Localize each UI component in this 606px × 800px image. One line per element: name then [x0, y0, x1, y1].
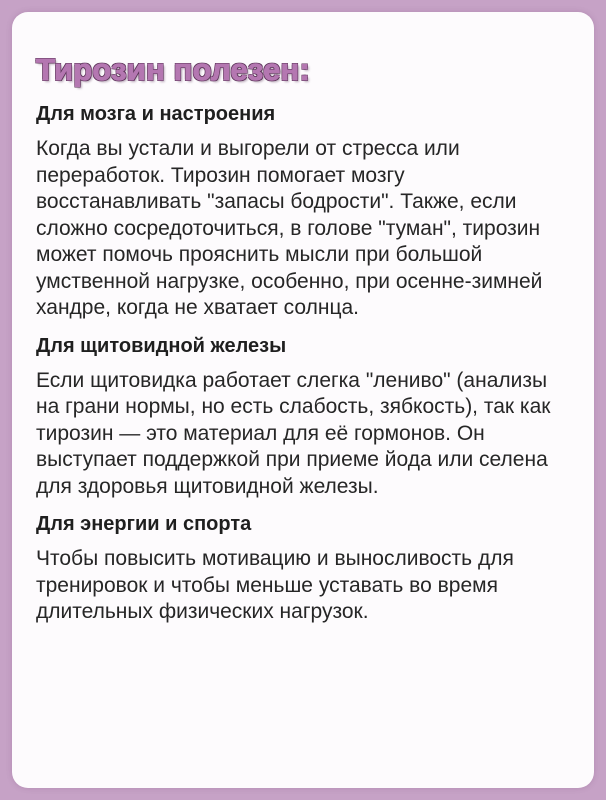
section-brain-mood	[36, 100, 570, 322]
section-heading: Для мозга и настроения	[36, 103, 276, 125]
section-text: Если щитовидка работает слегка "лениво" (анализы на грани нормы, но есть слабость, зябкость), так как тирозин — это материал для её гормонов. Он выступает поддержкой при приеме йода или селена для здоровья щитовидной железы.	[36, 368, 551, 498]
section-text: Когда вы устали и выгорели от стресса или переработок. Тирозин помогает мозгу восстанавливать "запасы бодрости". Также, если сложно сосредоточиться, в голове "туман", тирозин может помочь прояснить мысли при большой умственной нагрузке, особенно, при осенне-зимней хандре, когда не хватает солнца.	[36, 137, 543, 319]
section-thyroid	[36, 332, 570, 501]
section-heading: Для щитовидной железы	[36, 334, 287, 357]
content-card	[12, 12, 594, 788]
page-title: Тирозин полезен:	[36, 52, 310, 87]
section-heading: Для энергии и спорта	[36, 513, 252, 535]
section-energy-sport	[36, 510, 570, 626]
section-text: Чтобы повысить мотивацию и выносливость для тренировок и чтобы меньше уставать во время длительных физических нагрузок.	[36, 547, 514, 623]
